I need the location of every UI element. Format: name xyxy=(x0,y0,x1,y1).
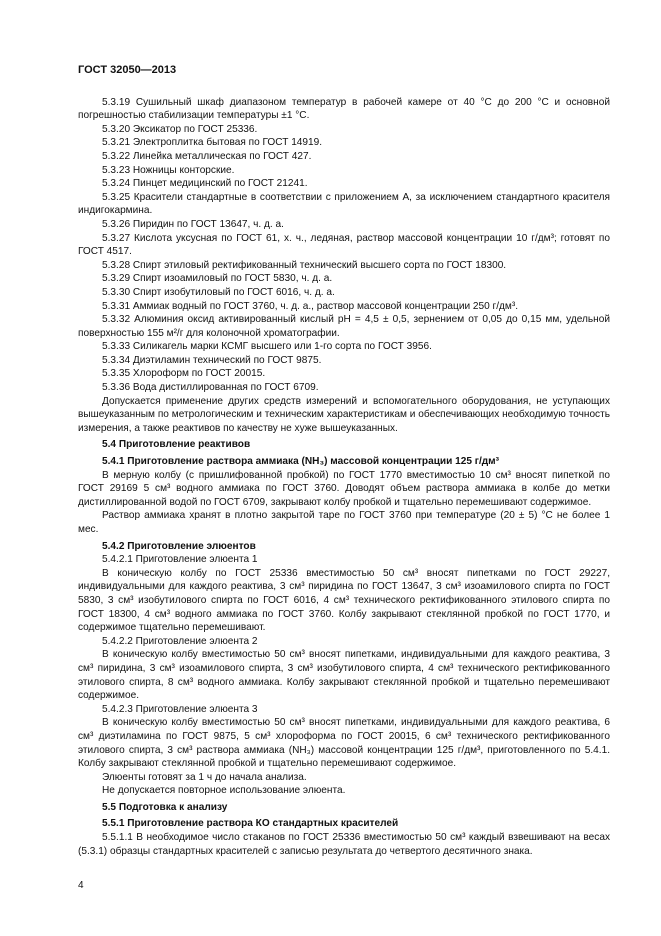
paragraph: В коническую колбу по ГОСТ 25336 вместимостью 50 см³ вносят пипетками по ГОСТ 29227, индивидуальными для каждого реактива, 3 см³ пиридина по ГОСТ 13647, 3 см³ изоамилового спирта по ГОСТ 5830, 3 см³ изобутилового спирта по ГОСТ 6016, 4 см³ технического ректификованного этилового спирта по ГОСТ 18300, 4 см³ водного аммиака по ГОСТ 3760. Колбу закрывают стеклянной пробкой по ГОСТ 1770, и содержимое тщательно перемешивают. xyxy=(78,567,610,634)
paragraph: 5.3.29 Спирт изоамиловый по ГОСТ 5830, ч. д. а. xyxy=(102,273,333,285)
paragraph: 5.4.2.3 Приготовление элюента 3 xyxy=(102,703,258,715)
section-heading: 5.5 Подготовка к анализу xyxy=(102,801,228,813)
paragraph: В коническую колбу вместимостью 50 см³ вносят пипетками, индивидуальными для каждого реактива, 6 см³ диэтиламина по ГОСТ 9875, 5 см³ хлороформа по ГОСТ 20015, 6 см³ технического ректификованного этилового спирта, 3 см³ раствора аммиака (NH₃) массовой концентрации 125 г/дм³, приготовленного по 5.4.1. Колбу закрывают стеклянной пробкой и тщательно перемешивают содержимое. xyxy=(78,717,610,770)
paragraph: 5.3.27 Кислота уксусная по ГОСТ 61, х. ч., ледяная, раствор массовой концентрации 10 г/дм³; готовят по ГОСТ 4517. xyxy=(78,232,610,258)
paragraph: Не допускается повторное использование элюента. xyxy=(102,785,346,797)
paragraph: 5.3.35 Хлороформ по ГОСТ 20015. xyxy=(102,368,266,380)
section-heading: 5.4.1 Приготовление раствора аммиака (NH₃) массовой концентрации 125 г/дм³ xyxy=(102,456,500,468)
paragraph: Раствор аммиака хранят в плотно закрытой таре по ГОСТ 3760 при температуре (20 ± 5) °С не более 1 мес. xyxy=(78,510,610,535)
paragraph: 5.4.2.2 Приготовление элюента 2 xyxy=(102,635,258,647)
paragraph: 5.3.31 Аммиак водный по ГОСТ 3760, ч. д. а., раствор массовой концентрации 250 г/дм³. xyxy=(102,300,519,312)
paragraph: 5.5.1.1 В необходимое число стаканов по ГОСТ 25336 вместимостью 50 см³ каждый взвешивают на весах (5.3.1) образцы стандартных красителей с записью результата до четвертого десятичного знака. xyxy=(78,832,610,857)
paragraph: 5.3.30 Спирт изобутиловый по ГОСТ 6016, ч. д. а. xyxy=(102,286,335,298)
paragraph: Элюенты готовят за 1 ч до начала анализа. xyxy=(102,771,307,783)
paragraph: 5.3.23 Ножницы конторские. xyxy=(102,164,235,176)
paragraph: В коническую колбу вместимостью 50 см³ вносят пипетками, индивидуальными для каждого реактива, 3 см³ пиридина, 3 см³ изоамилового спирта, 3 см³ изобутилового спирта, 4 см³ технического ректификованного этилового спирта, 8 см³ водного аммиака. Колбу закрывают стеклянной пробкой и тщательно перемешивают содержимое. xyxy=(78,649,610,702)
paragraph: 5.3.34 Диэтиламин технический по ГОСТ 9875. xyxy=(102,354,322,366)
paragraph: 5.4.2.1 Приготовление элюента 1 xyxy=(102,554,258,566)
section-heading: 5.4 Приготовление реактивов xyxy=(102,439,251,451)
paragraph: В мерную колбу (с пришлифованной пробкой) по ГОСТ 1770 вместимостью 10 см³ вносят пипеткой по ГОСТ 29169 5 см³ водного аммиака по ГОСТ 3760. Доводят объем раствора аммиака в колбе до метки дистиллированной водой по ГОСТ 6709, закрывают колбу пробкой и тщательно перемешивают содержимое. xyxy=(78,469,610,508)
paragraph: 5.3.20 Эксикатор по ГОСТ 25336. xyxy=(102,123,258,135)
paragraph: 5.3.22 Линейка металлическая по ГОСТ 427. xyxy=(102,150,312,162)
paragraph: 5.3.26 Пиридин по ГОСТ 13647, ч. д. а. xyxy=(102,218,284,230)
paragraph: 5.3.25 Красители стандартные в соответствии с приложением А, за исключением стандартного красителя индигокармина. xyxy=(78,191,610,217)
paragraph: 5.3.28 Спирт этиловый ректификованный технический высшего сорта по ГОСТ 18300. xyxy=(102,259,507,271)
paragraph: 5.3.36 Вода дистиллированная по ГОСТ 6709. xyxy=(102,382,319,394)
document-page xyxy=(78,64,610,858)
page-number: 4 xyxy=(78,880,84,891)
paragraph: 5.3.33 Силикагель марки КСМГ высшего или 1-го сорта по ГОСТ 3956. xyxy=(102,341,432,353)
paragraph: 5.3.24 Пинцет медицинский по ГОСТ 21241. xyxy=(102,178,308,190)
document-header: ГОСТ 32050—2013 xyxy=(78,64,177,76)
paragraph: 5.3.32 Алюминия оксид активированный кислый рН = 4,5 ± 0,5, зернением от 0,05 до 0,15 мм, удельной поверхностью 155 м²/г для колоночной хроматографии. xyxy=(78,314,610,339)
section-heading: 5.5.1 Приготовление раствора КО стандартных красителей xyxy=(102,818,399,830)
paragraph: Допускается применение других средств измерений и вспомогательного оборудования, не уступающих вышеуказанным по метрологическим и техническим характеристикам и обеспечивающих необходимую точность измерения, а также реактивов по качеству не хуже вышеуказанных. xyxy=(78,395,610,434)
section-heading: 5.4.2 Приготовление элюентов xyxy=(102,540,256,552)
document-body xyxy=(78,96,610,859)
paragraph: 5.3.19 Сушильный шкаф диапазоном температур в рабочей камере от 40 °С до 200 °С и основной погрешностью стабилизации температуры ±1 °С. xyxy=(78,96,610,122)
paragraph: 5.3.21 Электроплитка бытовая по ГОСТ 14919. xyxy=(102,137,323,149)
